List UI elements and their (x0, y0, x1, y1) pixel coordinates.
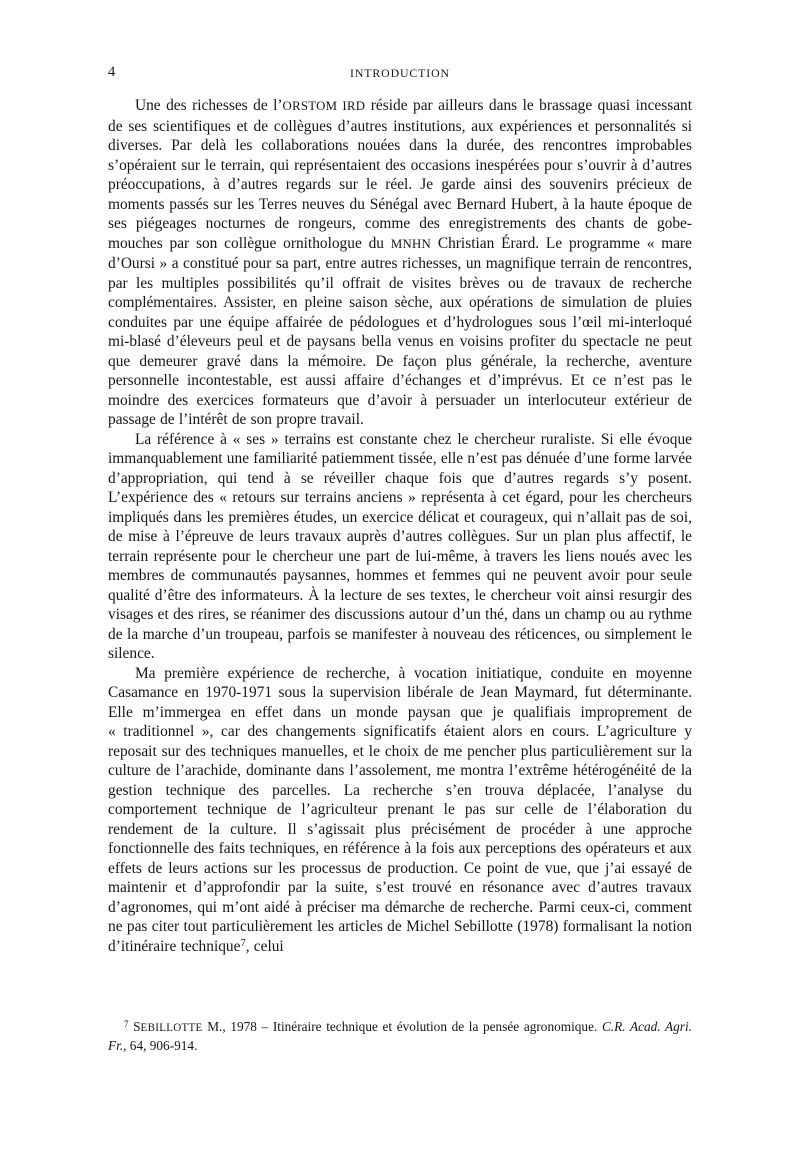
paragraph-1 (108, 96, 692, 430)
paragraph-2 (108, 430, 692, 664)
text-segment: , 64, 906-914. (123, 1038, 198, 1054)
text-segment: La référence à « ses » terrains est constante chez le chercheur ruraliste. Si elle évoque immanquablement une familiarité patiemment tissée, elle n’est pas dénuée d’une forme larvée d’appropriation, qui tend à se réveiller chaque fois que d’autres regards s’y posent. L’expérience des « retours sur terrains anciens » représenta à cet égard, pour les chercheurs impliqués dans les premières études, un exercice délicat et courageux, qui n’allait pas de soi, de mise à l’épreuve de leurs travaux auprès d’autres collègues. Sur un plan plus affectif, le terrain représente pour le chercheur une part de lui-même, à travers les liens noués avec les membres de communautés paysannes, hommes et femmes qui ne peuvent avoir pour seule qualité d’être des informateurs. À la lecture de ses textes, le chercheur voit ainsi resurgir des visages et des rires, se réanimer des discussions autour d’un thé, dans un champ ou au rythme de la marche d’un troupeau, parfois se manifester à nouveau des réticences, ou simplement le silence. (108, 430, 692, 662)
superscript-marker: 7 (240, 937, 246, 949)
text-segment: , celui (245, 937, 284, 955)
text-segment: Une des richesses de l’ (135, 97, 283, 114)
text-segment: ORSTOM IRD (282, 99, 366, 113)
body-text (108, 96, 692, 956)
superscript-marker: 7 (124, 1018, 129, 1029)
footnote-text (108, 1018, 692, 1054)
text-segment: M., 1978 – Itinéraire technique et évolution de la pensée agronomique. (202, 1019, 602, 1034)
paragraph-3 (108, 664, 692, 957)
running-head (108, 64, 692, 82)
text-segment: EBILLOTTE (140, 1022, 203, 1034)
text-segment: Christian Érard. Le programme « mare d’Oursi » a constitué pour sa part, entre autres richesses, un magnifique terrain de rencontres, par les multiples possibilités qu’il offrait de visites brèves ou de travaux de recherche complémentaires. Assister, en pleine saison sèche, aux opérations de simulation de pluies conduites par une équipe affairée de pédologues et d’hydrologues sous l’œil mi-interloqué mi-blasé d’éleveurs peul et de paysans bella venus en voisins profiter du spectacle ne peut que demeurer gravé dans la mémoire. De façon plus générale, la recherche, aventure personnelle incontestable, est aussi affaire d’échanges et d’imprévus. Et ce n’est pas le moindre des exercices formateurs que d’avoir à persuader un interlocuteur extérieur de passage de l’intérêt de son propre travail. (108, 234, 692, 428)
footnote-area (108, 1018, 692, 1054)
text-segment: C.R. Acad. Agri. Fr. (108, 1019, 692, 1054)
text-segment: réside par ailleurs dans le brassage quasi incessant de ses scientifiques et de collègues d’autres institutions, aux expériences et personnalités si diverses. Par delà les collaborations nouées dans la durée, des rencontres improbables s’opéraient sur le terrain, qui représentaient des occasions inespérées pour s’ouvrir à d’autres préoccupations, à d’autres regards sur le réel. Je garde ainsi des souvenirs précieux de moments passés sur les Terres neuves du Sénégal avec Bernard Hubert, à la haute époque de ses piégeages nocturnes de rongeurs, comme des enregistrements des chants de gobe-mouches par son collègue ornithologue du (108, 97, 693, 252)
text-segment: S (128, 1019, 141, 1034)
text-segment: Ma première expérience de recherche, à vocation initiatique, conduite en moyenne Casamance en 1970-1971 sous la supervision libérale de Jean Maymard, fut déterminante. Elle m’immergea en effet dans un monde paysan que je qualifiais improprement de « traditionnel », car des changements significatifs étaient alors en cours. L’agriculture y reposait sur des techniques manuelles, et le choix de me pencher plus particulièrement sur la culture de l’arachide, dominante dans l’assolement, me montra l’extrême hétérogénéité de la gestion technique des parcelles. La recherche s’en trouva déplacée, l’analyse du comportement technique de l’agriculteur prenant le pas sur celle de l’élaboration du rendement de la culture. Il s’agissait plus précisément de procéder à une approche fonctionnelle des faits techniques, en référence à la fois aux perceptions des opérateurs et aux effets de leurs actions sur les processus de production. Ce point de vue, que j’ai essayé de maintenir et d’approfondir par la suite, s’est trouvé en résonance avec d’autres travaux d’agronomes, qui m’ont aidé à préciser ma démarche de recherche. Parmi ceux-ci, comment ne pas citer tout particulièrement les articles de Michel Sebillotte (1978) formalisant la notion d’itinéraire technique (108, 664, 692, 955)
text-segment: MNHN (390, 236, 432, 251)
page-number: 4 (108, 64, 116, 80)
running-title: INTRODUCTION (350, 66, 450, 80)
